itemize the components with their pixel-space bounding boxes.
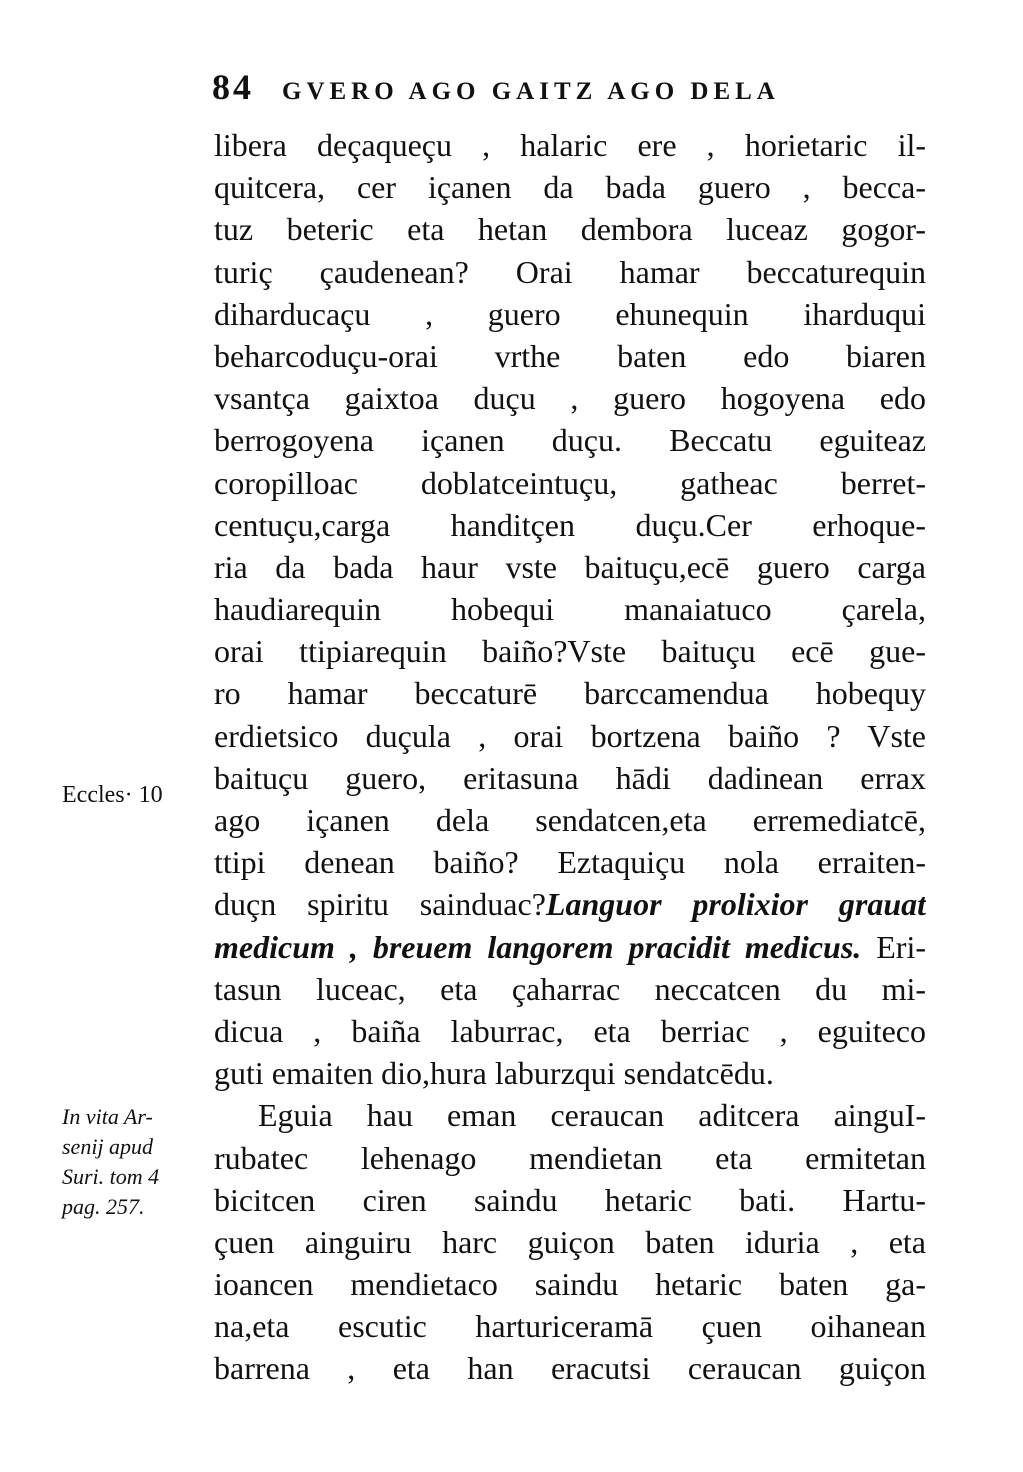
text-line: diharducaçu , guero ehunequin iharduqui bbox=[214, 295, 926, 332]
text-line: rubatec lehenago mendietan eta ermitetan bbox=[214, 1139, 926, 1176]
body-text bbox=[214, 124, 926, 1390]
text-line: berrogoyena içanen duçu. Beccatu eguiteaz bbox=[214, 422, 926, 459]
margin-note-invita bbox=[62, 1102, 212, 1222]
page-number: 84 bbox=[212, 67, 254, 107]
text-line: turiç çaudenean? Orai hamar beccaturequin bbox=[214, 253, 926, 290]
margin-note-line: Suri. tom 4 bbox=[62, 1164, 160, 1189]
text-line: dicua , baiña laburrac, eta berriac , eguiteco bbox=[214, 1012, 926, 1049]
text-line: quitcera, cer içanen da bada guero , becca- bbox=[214, 169, 926, 206]
text-line: barrena , eta han eracutsi ceraucan guiçon bbox=[214, 1350, 926, 1387]
text-line: libera deçaqueçu , halaric ere , horietaric il- bbox=[214, 127, 926, 163]
latin-quote: Languor prolixior grauat bbox=[545, 886, 926, 923]
running-head: GVERO AGO GAITZ AGO DELA bbox=[282, 78, 780, 105]
text-line: bicitcen ciren saindu hetaric bati. Hartu- bbox=[214, 1181, 926, 1218]
text-line: tasun luceac, eta çaharrac neccatcen du mi- bbox=[214, 970, 926, 1007]
text-segment: duçn spiritu sainduac? bbox=[214, 886, 546, 923]
margin-note-line: senij apud bbox=[62, 1134, 154, 1159]
text-line: baituçu guero, eritasuna hādi dadinean errax bbox=[214, 759, 926, 796]
text-line: na,eta escutic harturiceramā çuen oihanean bbox=[214, 1308, 926, 1345]
text-line: çuen ainguiru harc guiçon baten iduria , eta bbox=[214, 1223, 926, 1260]
text-line: vsantça gaixtoa duçu , guero hogoyena edo bbox=[214, 380, 926, 417]
text-line-with-latin bbox=[214, 883, 926, 925]
text-line: beharcoduçu-orai vrthe baten edo biaren bbox=[214, 337, 926, 374]
text-segment: Eri- bbox=[861, 928, 926, 965]
text-line: guti emaiten dio,hura laburzqui sendatcēdu. bbox=[214, 1055, 774, 1092]
text-line: haudiarequin hobequi manaiatuco çarela, bbox=[214, 591, 926, 628]
text-line: erdietsico duçula , orai bortzena baiño ? Vste bbox=[214, 717, 926, 754]
text-line: ioancen mendietaco saindu hetaric baten ga- bbox=[214, 1266, 926, 1303]
text-line: Eguia hau eman ceraucan aditcera ainguI- bbox=[258, 1097, 926, 1134]
text-line: coropilloac doblatceintuçu, gatheac berret- bbox=[214, 464, 926, 501]
text-line: tuz beteric eta hetan dembora luceaz gogor- bbox=[214, 211, 926, 248]
latin-quote: medicum , breuem langorem pracidit medicus. bbox=[214, 928, 862, 965]
text-line: ria da bada haur vste baituçu,ecē guero carga bbox=[214, 548, 926, 585]
text-line: orai ttipiarequin baiño?Vste baituçu ecē gue- bbox=[214, 633, 926, 670]
text-line-with-latin bbox=[214, 926, 926, 968]
margin-note-eccles: Eccles· 10 bbox=[62, 782, 163, 808]
margin-note-line: pag. 257. bbox=[62, 1194, 145, 1219]
text-line: ago içanen dela sendatcen,eta erremediatcē, bbox=[214, 802, 926, 838]
text-line: ro hamar beccaturē barccamendua hobequy bbox=[214, 675, 926, 712]
margin-note-line: In vita Ar- bbox=[62, 1104, 153, 1129]
text-line: ttipi denean baiño? Eztaquiçu nola erraiten- bbox=[214, 844, 926, 881]
page-header bbox=[212, 66, 912, 110]
text-line: centuçu,carga handitçen duçu.Cer erhoque- bbox=[214, 506, 926, 543]
